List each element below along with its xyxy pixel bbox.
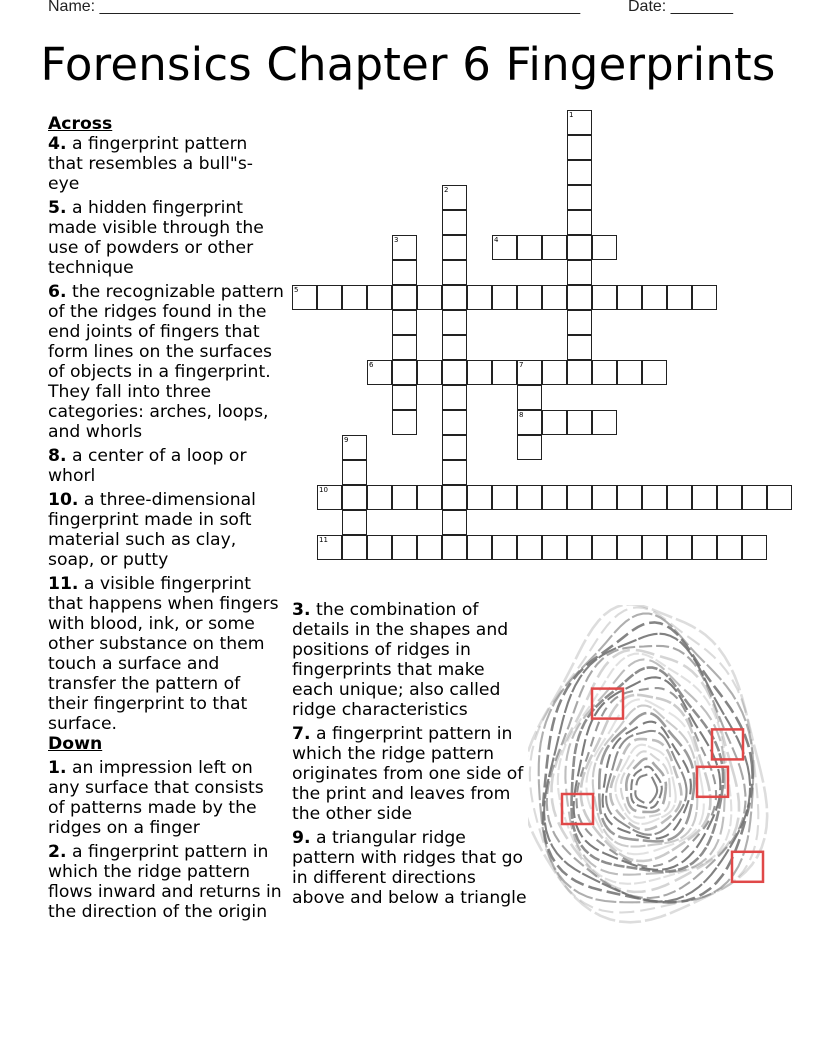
cell-number: 10 bbox=[319, 486, 328, 494]
grid-cell[interactable] bbox=[317, 485, 342, 510]
grid-cell[interactable] bbox=[342, 285, 367, 310]
grid-cell[interactable] bbox=[642, 535, 667, 560]
grid-cell[interactable] bbox=[567, 110, 592, 135]
grid-cell[interactable] bbox=[742, 535, 767, 560]
grid-cell[interactable] bbox=[542, 360, 567, 385]
grid-cell[interactable] bbox=[592, 235, 617, 260]
clue-text: a fingerprint pattern that resembles a bull"s-eye bbox=[48, 134, 253, 194]
grid-cell[interactable] bbox=[442, 310, 467, 335]
clue-across-11 bbox=[48, 574, 284, 734]
grid-cell[interactable] bbox=[592, 360, 617, 385]
grid-cell[interactable] bbox=[392, 310, 417, 335]
cell-number: 1 bbox=[569, 111, 574, 119]
grid-cell[interactable] bbox=[567, 485, 592, 510]
clues-column-right bbox=[292, 600, 528, 912]
grid-cell[interactable] bbox=[592, 535, 617, 560]
fingerprint-image bbox=[528, 605, 778, 945]
grid-cell[interactable] bbox=[567, 310, 592, 335]
grid-cell[interactable] bbox=[717, 485, 742, 510]
grid-cell[interactable] bbox=[567, 285, 592, 310]
grid-cell[interactable] bbox=[692, 285, 717, 310]
clue-text: a three-dimensional fingerprint made in soft material such as clay, soap, or putty bbox=[48, 490, 256, 570]
grid-cell[interactable] bbox=[692, 485, 717, 510]
grid-cell[interactable] bbox=[517, 535, 542, 560]
grid-cell[interactable] bbox=[542, 235, 567, 260]
grid-cell[interactable] bbox=[317, 285, 342, 310]
grid-cell[interactable] bbox=[492, 360, 517, 385]
clue-number: 1. bbox=[48, 758, 67, 778]
clue-down-1 bbox=[48, 758, 284, 838]
grid-cell[interactable] bbox=[492, 235, 517, 260]
grid-cell[interactable] bbox=[642, 485, 667, 510]
clue-text: a visible fingerprint that happens when fingers with blood, ink, or some other substance on them touch a surface and transfer the pattern of their fingerprint to that surface. bbox=[48, 574, 279, 734]
grid-cell[interactable] bbox=[317, 535, 342, 560]
clue-number: 5. bbox=[48, 198, 67, 218]
grid-cell[interactable] bbox=[767, 485, 792, 510]
grid-cell[interactable] bbox=[442, 185, 467, 210]
grid-cell[interactable] bbox=[542, 485, 567, 510]
across-heading: Across bbox=[48, 114, 113, 134]
grid-cell[interactable] bbox=[442, 260, 467, 285]
grid-cell[interactable] bbox=[367, 285, 392, 310]
ridge-line bbox=[610, 739, 681, 830]
cell-number: 3 bbox=[394, 236, 399, 244]
clue-number: 7. bbox=[292, 724, 311, 744]
cell-number: 2 bbox=[444, 186, 449, 194]
clue-down-2 bbox=[48, 842, 284, 922]
grid-cell[interactable] bbox=[567, 535, 592, 560]
grid-cell[interactable] bbox=[442, 510, 467, 535]
clue-down-9 bbox=[292, 828, 528, 908]
grid-cell[interactable] bbox=[342, 510, 367, 535]
grid-cell[interactable] bbox=[567, 335, 592, 360]
grid-cell[interactable] bbox=[417, 360, 442, 385]
clue-number: 10. bbox=[48, 490, 79, 510]
grid-cell[interactable] bbox=[592, 410, 617, 435]
grid-cell[interactable] bbox=[667, 535, 692, 560]
grid-cell[interactable] bbox=[567, 135, 592, 160]
clue-text: the combination of details in the shapes and positions of ridges in fingerprints that make each unique; also called ridge characteristics bbox=[292, 600, 509, 720]
grid-cell[interactable] bbox=[417, 285, 442, 310]
clue-text: a hidden fingerprint made visible through the use of powders or other technique bbox=[48, 198, 264, 278]
grid-cell[interactable] bbox=[392, 360, 417, 385]
grid-cell[interactable] bbox=[442, 435, 467, 460]
grid-cell[interactable] bbox=[542, 535, 567, 560]
grid-cell[interactable] bbox=[517, 235, 542, 260]
grid-cell[interactable] bbox=[517, 360, 542, 385]
grid-cell[interactable] bbox=[442, 360, 467, 385]
grid-cell[interactable] bbox=[692, 535, 717, 560]
clue-across-6 bbox=[48, 282, 284, 442]
clue-number: 8. bbox=[48, 446, 67, 466]
grid-cell[interactable] bbox=[392, 260, 417, 285]
grid-cell[interactable] bbox=[667, 285, 692, 310]
grid-cell[interactable] bbox=[442, 410, 467, 435]
grid-cell[interactable] bbox=[392, 535, 417, 560]
clue-number: 6. bbox=[48, 282, 67, 302]
down-heading: Down bbox=[48, 734, 103, 754]
grid-cell[interactable] bbox=[342, 535, 367, 560]
grid-cell[interactable] bbox=[717, 535, 742, 560]
cell-number: 6 bbox=[369, 361, 374, 369]
ridge-line bbox=[635, 775, 657, 804]
grid-cell[interactable] bbox=[517, 485, 542, 510]
grid-cell[interactable] bbox=[467, 535, 492, 560]
grid-cell[interactable] bbox=[492, 285, 517, 310]
cell-number: 4 bbox=[494, 236, 499, 244]
grid-cell[interactable] bbox=[367, 485, 392, 510]
clue-text: a fingerprint pattern in which the ridge pattern flows inward and returns in the direction of the origin bbox=[48, 842, 282, 922]
grid-cell[interactable] bbox=[567, 185, 592, 210]
grid-cell[interactable] bbox=[342, 435, 367, 460]
grid-cell[interactable] bbox=[467, 285, 492, 310]
grid-cell[interactable] bbox=[442, 285, 467, 310]
grid-cell[interactable] bbox=[392, 235, 417, 260]
grid-cell[interactable] bbox=[492, 535, 517, 560]
grid-cell[interactable] bbox=[517, 385, 542, 410]
clue-across-4 bbox=[48, 134, 284, 194]
grid-cell[interactable] bbox=[617, 535, 642, 560]
grid-cell[interactable] bbox=[367, 360, 392, 385]
clue-text: a triangular ridge pattern with ridges that go in different directions above and below a triangle bbox=[292, 828, 527, 908]
clue-across-8 bbox=[48, 446, 284, 486]
grid-cell[interactable] bbox=[567, 260, 592, 285]
clue-number: 3. bbox=[292, 600, 311, 620]
grid-cell[interactable] bbox=[392, 335, 417, 360]
grid-cell[interactable] bbox=[342, 460, 367, 485]
grid-cell[interactable] bbox=[742, 485, 767, 510]
clue-across-5 bbox=[48, 198, 284, 278]
clue-number: 4. bbox=[48, 134, 67, 154]
grid-cell[interactable] bbox=[567, 160, 592, 185]
grid-cell[interactable] bbox=[492, 485, 517, 510]
grid-cell[interactable] bbox=[442, 385, 467, 410]
grid-cell[interactable] bbox=[467, 485, 492, 510]
clue-text: a center of a loop or whorl bbox=[48, 446, 247, 486]
clue-text: a fingerprint pattern in which the ridge pattern originates from one side of the print and leaves from the other side bbox=[292, 724, 524, 824]
grid-cell[interactable] bbox=[517, 285, 542, 310]
grid-cell[interactable] bbox=[642, 360, 667, 385]
grid-cell[interactable] bbox=[592, 285, 617, 310]
cell-number: 8 bbox=[519, 411, 524, 419]
grid-cell[interactable] bbox=[392, 485, 417, 510]
grid-cell[interactable] bbox=[442, 210, 467, 235]
grid-cell[interactable] bbox=[417, 485, 442, 510]
cell-number: 9 bbox=[344, 436, 349, 444]
grid-cell[interactable] bbox=[342, 485, 367, 510]
grid-cell[interactable] bbox=[392, 410, 417, 435]
grid-cell[interactable] bbox=[467, 360, 492, 385]
grid-cell[interactable] bbox=[442, 235, 467, 260]
grid-cell[interactable] bbox=[667, 485, 692, 510]
grid-cell[interactable] bbox=[517, 435, 542, 460]
grid-cell[interactable] bbox=[567, 235, 592, 260]
grid-cell[interactable] bbox=[292, 285, 317, 310]
clue-number: 2. bbox=[48, 842, 67, 862]
grid-cell[interactable] bbox=[567, 210, 592, 235]
grid-cell[interactable] bbox=[567, 410, 592, 435]
grid-cell[interactable] bbox=[392, 385, 417, 410]
grid-cell[interactable] bbox=[442, 460, 467, 485]
date-field-label: Date: _______ bbox=[628, 0, 733, 15]
grid-cell[interactable] bbox=[442, 535, 467, 560]
grid-cell[interactable] bbox=[442, 485, 467, 510]
cell-number: 7 bbox=[519, 361, 524, 369]
clue-number: 11. bbox=[48, 574, 79, 594]
grid-cell[interactable] bbox=[617, 485, 642, 510]
clue-down-3 bbox=[292, 600, 528, 720]
grid-cell[interactable] bbox=[592, 485, 617, 510]
grid-cell[interactable] bbox=[517, 410, 542, 435]
clue-text: the recognizable pattern of the ridges found in the end joints of fingers that form lines on the surfaces of objects in a fingerprint. They fall into three categories: arches, loops, and whorls bbox=[48, 282, 284, 442]
grid-cell[interactable] bbox=[642, 285, 667, 310]
clue-text: an impression left on any surface that consists of patterns made by the ridges on a finger bbox=[48, 758, 264, 838]
cell-number: 5 bbox=[294, 286, 299, 294]
grid-cell[interactable] bbox=[417, 535, 442, 560]
clues-column-left bbox=[48, 114, 284, 926]
grid-cell[interactable] bbox=[392, 285, 417, 310]
grid-cell[interactable] bbox=[567, 360, 592, 385]
grid-cell[interactable] bbox=[617, 285, 642, 310]
clue-number: 9. bbox=[292, 828, 311, 848]
grid-cell[interactable] bbox=[542, 410, 567, 435]
grid-cell[interactable] bbox=[617, 360, 642, 385]
clue-across-10 bbox=[48, 490, 284, 570]
grid-cell[interactable] bbox=[442, 335, 467, 360]
name-field-label: Name: ______________________________________________________ bbox=[48, 0, 581, 15]
grid-cell[interactable] bbox=[542, 285, 567, 310]
grid-cell[interactable] bbox=[367, 535, 392, 560]
cell-number: 11 bbox=[319, 536, 328, 544]
page-title: Forensics Chapter 6 Fingerprints bbox=[40, 38, 776, 91]
clue-down-7 bbox=[292, 724, 528, 824]
